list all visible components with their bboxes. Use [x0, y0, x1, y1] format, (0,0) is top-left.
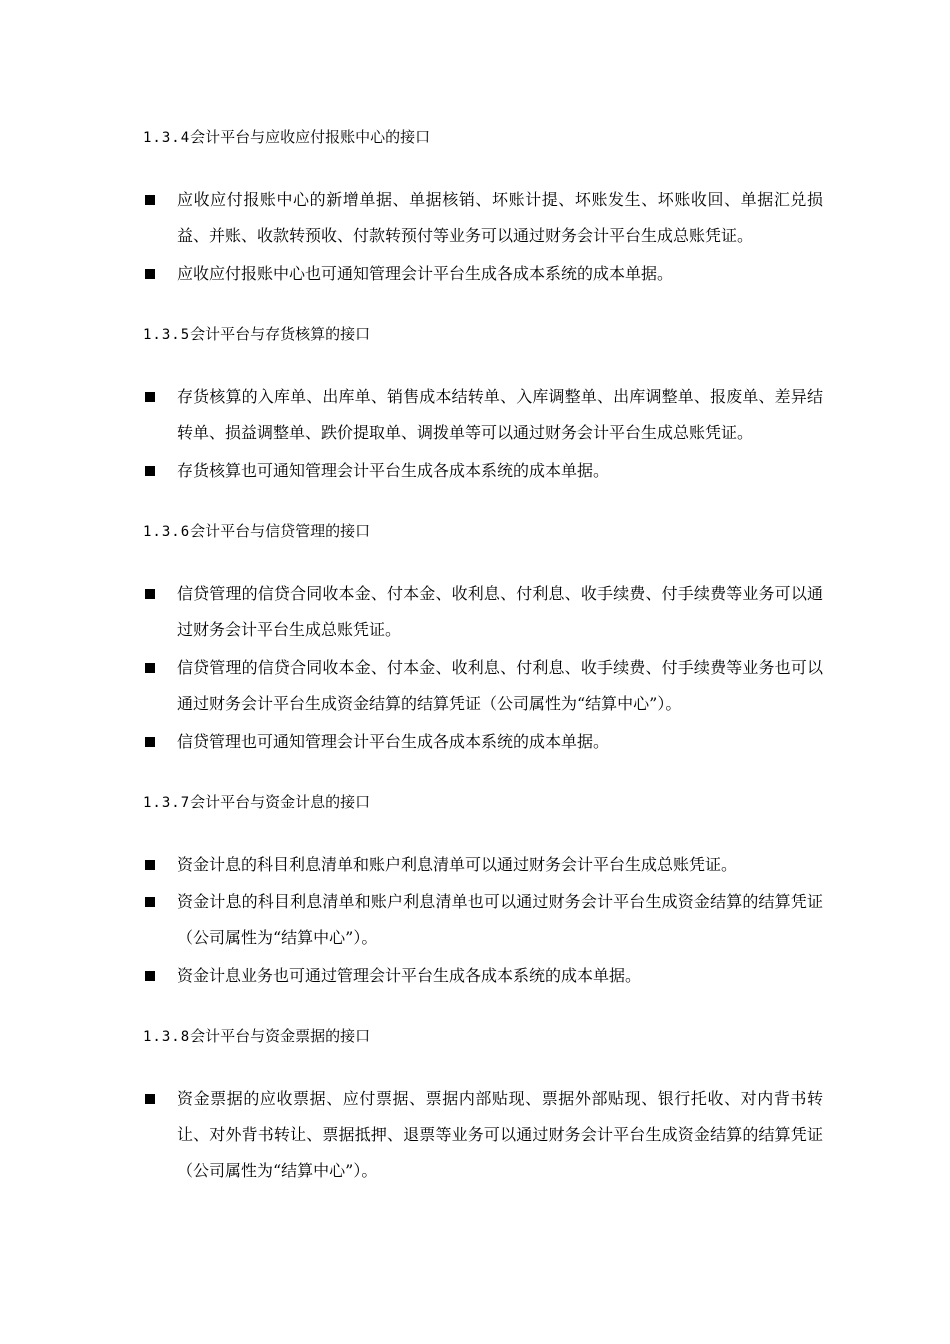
square-bullet-icon: [145, 737, 155, 747]
list-item-text: 资金票据的应收票据、应付票据、票据内部贴现、票据外部贴现、银行托收、对内背书转让、对外背书转让、票据抵押、退票等业务可以通过财务会计平台生成资金结算的结算凭证（公司属性为“结算中心”）。: [177, 1089, 823, 1180]
square-bullet-icon: [145, 897, 155, 907]
list-item-text: 信贷管理也可通知管理会计平台生成各成本系统的成本单据。: [177, 732, 610, 751]
list-item: [143, 264, 823, 292]
list-item-text: 存货核算也可通知管理会计平台生成各成本系统的成本单据。: [177, 461, 610, 480]
square-bullet-icon: [145, 195, 155, 205]
section-number: 1.3.8: [143, 1029, 191, 1045]
list-item: [143, 584, 823, 648]
list-item-text: 信贷管理的信贷合同收本金、付本金、收利息、付利息、收手续费、付手续费等业务可以通过财务会计平台生成总账凭证。: [177, 584, 823, 639]
list-item-text: 应收应付报账中心也可通知管理会计平台生成各成本系统的成本单据。: [177, 264, 674, 283]
section-number: 1.3.6: [143, 524, 191, 540]
square-bullet-icon: [145, 663, 155, 673]
section-title: 会计平台与应收应付报账中心的接口: [190, 128, 431, 146]
section-heading: [143, 792, 370, 813]
list-item: [143, 658, 823, 722]
section-heading: [143, 521, 370, 542]
square-bullet-icon: [145, 466, 155, 476]
list-item: [143, 966, 823, 994]
list-item-text: 应收应付报账中心的新增单据、单据核销、坏账计提、坏账发生、坏账收回、单据汇兑损益、并账、收款转预收、付款转预付等业务可以通过财务会计平台生成总账凭证。: [177, 190, 823, 245]
square-bullet-icon: [145, 860, 155, 870]
section-title: 会计平台与资金计息的接口: [190, 793, 371, 811]
section-title: 会计平台与存货核算的接口: [190, 325, 371, 343]
list-item: [143, 461, 823, 489]
list-item: [143, 190, 823, 254]
section-number: 1.3.5: [143, 327, 191, 343]
list-item-text: 资金计息业务也可通过管理会计平台生成各成本系统的成本单据。: [177, 966, 642, 985]
section-number: 1.3.7: [143, 795, 191, 811]
section-heading: [143, 127, 430, 148]
section-heading: [143, 1026, 370, 1047]
square-bullet-icon: [145, 589, 155, 599]
list-item-text: 信贷管理的信贷合同收本金、付本金、收利息、付利息、收手续费、付手续费等业务也可以通过财务会计平台生成资金结算的结算凭证（公司属性为“结算中心”）。: [177, 658, 823, 713]
square-bullet-icon: [145, 392, 155, 402]
list-item: [143, 732, 823, 760]
section-title: 会计平台与资金票据的接口: [190, 1027, 371, 1045]
list-item: [143, 387, 823, 451]
square-bullet-icon: [145, 1094, 155, 1104]
list-item-text: 资金计息的科目利息清单和账户利息清单也可以通过财务会计平台生成资金结算的结算凭证（公司属性为“结算中心”）。: [177, 892, 823, 947]
list-item: [143, 855, 823, 883]
list-item: [143, 892, 823, 956]
list-item-text: 存货核算的入库单、出库单、销售成本结转单、入库调整单、出库调整单、报废单、差异结转单、损益调整单、跌价提取单、调拨单等可以通过财务会计平台生成总账凭证。: [177, 387, 823, 442]
list-item-text: 资金计息的科目利息清单和账户利息清单可以通过财务会计平台生成总账凭证。: [177, 855, 738, 874]
square-bullet-icon: [145, 269, 155, 279]
square-bullet-icon: [145, 971, 155, 981]
section-heading: [143, 324, 370, 345]
list-item: [143, 1089, 823, 1189]
section-number: 1.3.4: [143, 130, 191, 146]
section-title: 会计平台与信贷管理的接口: [190, 522, 371, 540]
